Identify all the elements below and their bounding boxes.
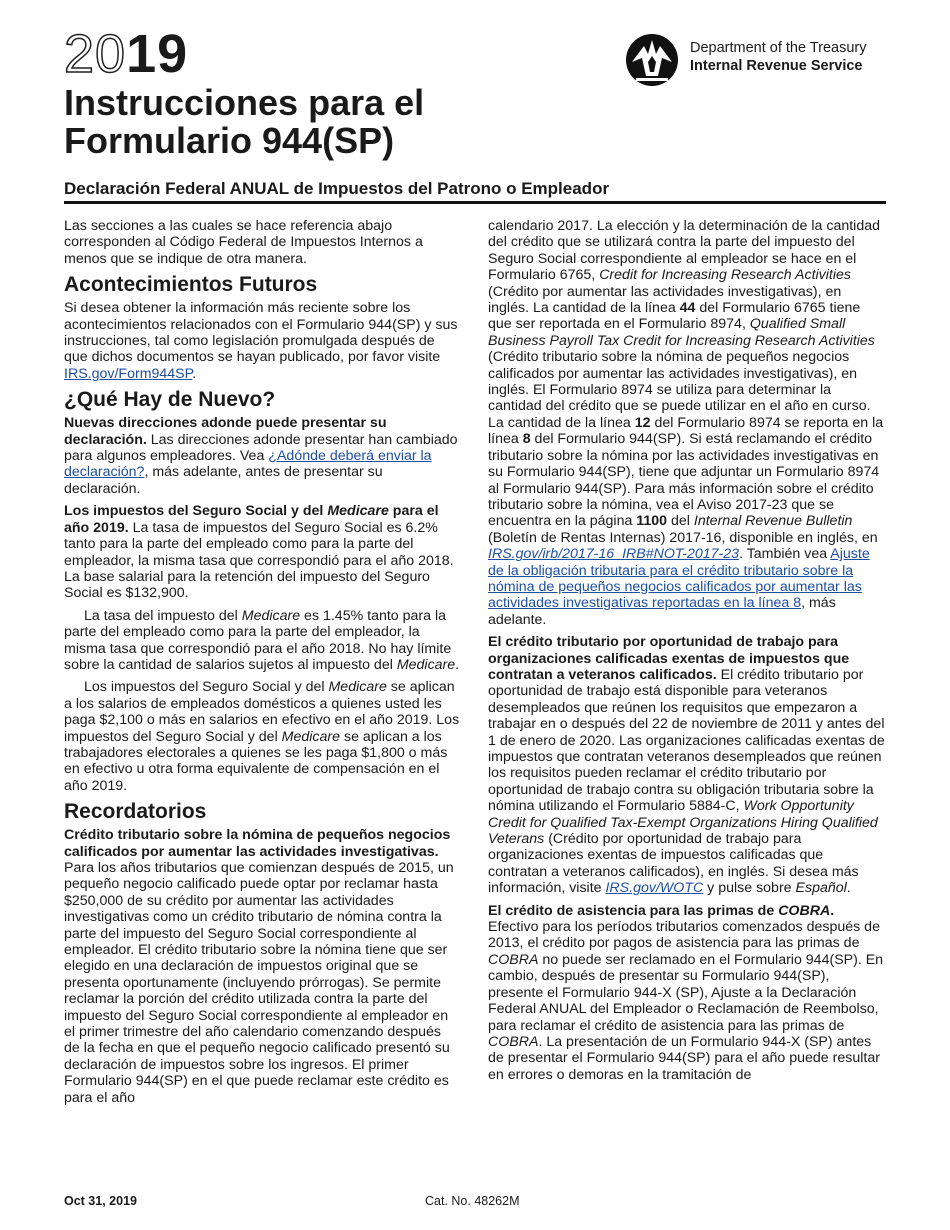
footer-date: Oct 31, 2019	[64, 1194, 137, 1208]
irb-2017-16-link[interactable]: IRS.gov/irb/2017-16_IRB#NOT-2017-23	[488, 546, 740, 563]
nuevas-end: , más adelante, antes de presentar su declaración.	[64, 464, 383, 497]
cobra-text-2: no puede ser reclamado en el Formulario 944(SP). En cambio, después de presentar su Formulario 944(SP), presente el Formulario 944-X (SP), Ajuste a la Declaración Federal ANUAL del Empleador o Reclamación de Reembolso, para reclamar el crédito de asistencia para las primas de	[488, 951, 884, 1034]
wotc-text-4: .	[846, 880, 851, 897]
adonde-enviar-link[interactable]: ¿Adónde deberá enviar la declaración?	[64, 448, 432, 481]
ss-lead-1: Los impuestos del Seguro Social y del	[64, 503, 328, 520]
wotc-paragraph	[488, 634, 886, 897]
cont-line-8: 8	[522, 431, 531, 448]
heading-que-hay-de-nuevo: ¿Qué Hay de Nuevo?	[64, 388, 276, 412]
cobra-text-1: Efectivo para los períodos tributarios comenzados después de 2013, el crédito por pagos de asistencia para las primas de	[488, 919, 880, 952]
wotc-espanol: Español	[795, 880, 847, 897]
left-column	[64, 218, 460, 1112]
nuevas-lead: Nuevas direcciones adonde puede presentar su declaración.	[64, 415, 387, 448]
med-medicare-2: Medicare	[396, 656, 456, 673]
irs-eagle-logo-icon	[622, 32, 684, 88]
page-subtitle: Declaración Federal ANUAL de Impuestos del Patrono o Empleador	[64, 179, 610, 198]
cobra-italic-1: COBRA	[488, 951, 539, 968]
med-medicare-1: Medicare	[241, 607, 301, 624]
cont-line-12: 12	[634, 414, 651, 431]
agency-service: Internal Revenue Service	[690, 58, 863, 74]
medicare-paragraph	[64, 608, 460, 674]
wotc-lead: El crédito tributario por oportunidad de trabajo para organizaciones calificadas exentas de impuestos que contratan a veteranos calificados.	[488, 634, 850, 683]
heading-recordatorios: Recordatorios	[64, 800, 207, 824]
header-rule	[64, 201, 886, 204]
cont-text-2: (Crédito por aumentar las actividades investigativas), en inglés. La cantidad de la línea	[488, 283, 842, 317]
cont-text-3: del Formulario 6765 tiene que ser reportada en el Formulario 8974,	[488, 300, 861, 333]
cont-text-6: del Formulario 944(SP). Si está reclamando el crédito tributario sobre la nómina por las actividades investigativas en su Formulario 944(SP), tiene que adjuntar un Formulario 8974 al Formulario 944(SP). Para más información sobre el crédito tributario sobre la nómina, vea el Aviso 2017-23 que se encuentra en la página	[488, 431, 880, 530]
cont-text-10: , más adelante.	[488, 595, 836, 628]
futuros-text: Si desea obtener la información más reciente sobre los acontecimientos relacionados con el Formulario 944(SP) y sus instrucciones, tal como legislación promulgada después de que dichos documentos se hayan publicado, por favor visite	[64, 300, 458, 366]
wotc-form-title: Work Opportunity Credit for Qualified Tax-Exempt Organizations Hiring Qualified Veterans	[488, 798, 878, 848]
credito-lead: Crédito tributario sobre la nómina de pequeños negocios calificados por aumentar las actividades investigativas.	[64, 827, 451, 860]
wotc-link[interactable]: IRS.gov/WOTC	[605, 880, 704, 897]
credito-text: Para los años tributarios que comienzan después de 2015, un pequeño negocio calificado puede optar por reclamar hasta $250,000 de su crédito por aumentar las actividades investigativas como un crédito tributario de nómina contra la parte del impuesto del Seguro Social correspondiente al empleador. El crédito tributario sobre la nómina tiene que ser elegido en una declaración de impuestos original que se presenta oportunamente (incluyendo prórrogas). Se permite reclamar la porción del crédito utilizada contra la parte del impuesto del Seguro Social correspondiente al empleador en el primer trimestre del año calendario comenzando después de la fecha en que el pequeño negocio calificado presentó su declaración de impuestos sobre los ingresos. El primer Formulario 944(SP) en el que puede reclamar este crédito es para el año	[64, 860, 454, 1106]
year-bold: 19	[126, 24, 189, 84]
cont-line-44: 44	[679, 300, 696, 317]
cont-form6765-title: Credit for Increasing Research Activities	[599, 267, 851, 284]
ss-text: La tasa de impuestos del Seguro Social es 6.2% tanto para la parte del empleado como para la parte del empleador, la misma tasa que correspondió para el año 2018. La base salarial para la retención del impuesto del Seguro Social es $132,900.	[64, 519, 454, 602]
dom-text-1: Los impuestos del Seguro Social y del	[84, 679, 329, 696]
futuros-end: .	[192, 365, 197, 382]
credito-nomina-paragraph	[64, 827, 460, 1106]
cobra-text-3: . La presentación de un Formulario 944-X (SP) antes de presentar el Formulario 944(SP) para el año puede resultar en errores o demoras en la tramitación de	[488, 1033, 880, 1083]
form-year	[64, 26, 188, 82]
ss-lead-medicare: Medicare	[327, 503, 389, 520]
agency-block	[622, 32, 902, 88]
cont-text-8: (Boletín de Rentas Internas) 2017-16, disponible en inglés, en	[488, 529, 878, 546]
wotc-text-1: El crédito tributario por oportunidad de trabajo está disponible para veteranos desempleados que reúnen los requisitos que empezaron a trabajar en o después del 22 de noviembre de 2011 y antes del 1 de enero de 2020. Las organizaciones calificadas exentas de impuestos que contratan veteranos desempleados que reúnen los requisitos pueden reclamar el crédito tributario por oportunidad de trabajo contra su obligación tributaria sobre la nómina utilizando el Formulario 5884-C,	[488, 666, 885, 815]
agency-department: Department of the Treasury	[690, 40, 867, 56]
futuros-paragraph	[64, 300, 460, 382]
cont-form8974-title: Qualified Small Business Payroll Tax Credit for Increasing Research Activities	[488, 316, 875, 349]
cont-page-1100: 1100	[636, 513, 668, 530]
med-text-1: La tasa del impuesto del	[84, 607, 242, 624]
cobra-paragraph	[488, 903, 886, 1083]
dom-text-2: se aplican a los salarios de empleados domésticos a quienes usted les paga $2,100 o más en salarios en efectivo en el año 2019. Los impuestos del Seguro Social y del	[64, 679, 460, 745]
cont-text-9: . También vea	[739, 546, 831, 563]
year-outline: 20	[64, 24, 127, 84]
cont-text-4: (Crédito tributario sobre la nómina de pequeños negocios calificados por aumentar las actividades investigativas), en inglés. El Formulario 8974 se utiliza para determinar la cantidad del crédito que se puede utilizar en el año en curso. La cantidad de la línea	[488, 349, 871, 431]
domesticos-paragraph	[64, 679, 460, 794]
continuation-paragraph	[488, 218, 886, 628]
cont-text-1: calendario 2017. La elección y la determinación de la cantidad del crédito que se utilizará contra la parte del impuesto del Seguro Social correspondiente al empleador se hace en el Formulario 6765,	[488, 218, 880, 284]
wotc-text-3: y pulse sobre	[703, 880, 796, 897]
dom-medicare-1: Medicare	[328, 679, 387, 696]
ajuste-obligacion-link[interactable]: Ajuste de la obligación tributaria para el crédito tributario sobre la nómina de pequeños negocios calificados por aumentar las actividades investigativas reportadas en la línea 8	[488, 546, 870, 612]
cobra-italic-2: COBRA	[488, 1033, 539, 1050]
nuevas-text: Las direcciones adonde presentar han cambiado para algunos empleadores. Vea	[64, 431, 458, 465]
ss-lead-2: para el año 2019.	[64, 503, 439, 536]
cont-text-7: del	[667, 513, 694, 530]
cont-text-5: del Formulario 8974 se reporta en la línea	[488, 414, 884, 448]
right-column	[488, 218, 886, 1089]
intro-paragraph: Las secciones a las cuales se hace referencia abajo corresponden al Código Federal de Impuestos Internos a menos que se indique de otra manera.	[64, 218, 423, 267]
seguro-social-paragraph	[64, 503, 460, 601]
dom-medicare-2: Medicare	[281, 728, 341, 745]
page-title: Instrucciones para el Formulario 944(SP)	[64, 82, 425, 161]
footer-catalog-number: Cat. No. 48262M	[425, 1194, 520, 1208]
form944sp-link[interactable]: IRS.gov/Form944SP	[64, 365, 193, 382]
med-text-2: es 1.45% tanto para la parte del empleado como para la parte del empleador, la misma tasa que correspondió para el año 2018. No hay límite sobre la cantidad de salarios sujetos al impuesto del	[64, 607, 452, 673]
cobra-lead-italic: COBRA	[778, 902, 831, 919]
nuevas-direcciones-paragraph	[64, 415, 460, 497]
med-text-3: .	[455, 656, 460, 673]
cont-irb-title: Internal Revenue Bulletin	[693, 513, 853, 530]
heading-acontecimientos-futuros: Acontecimientos Futuros	[64, 273, 318, 297]
dom-text-3: se aplican a los trabajadores electorales a quienes se les paga $1,800 o más en efectivo u otra forma equivalente de compensación en el año 2019.	[64, 728, 448, 794]
wotc-text-2: (Crédito por oportunidad de trabajo para organizaciones exentas de impuestos calificadas que contratan a veteranos calificados), en inglés. Si desea más información, visite	[488, 831, 859, 897]
cobra-lead-2: .	[830, 902, 835, 919]
cobra-lead-1: El crédito de asistencia para las primas de	[488, 902, 779, 919]
